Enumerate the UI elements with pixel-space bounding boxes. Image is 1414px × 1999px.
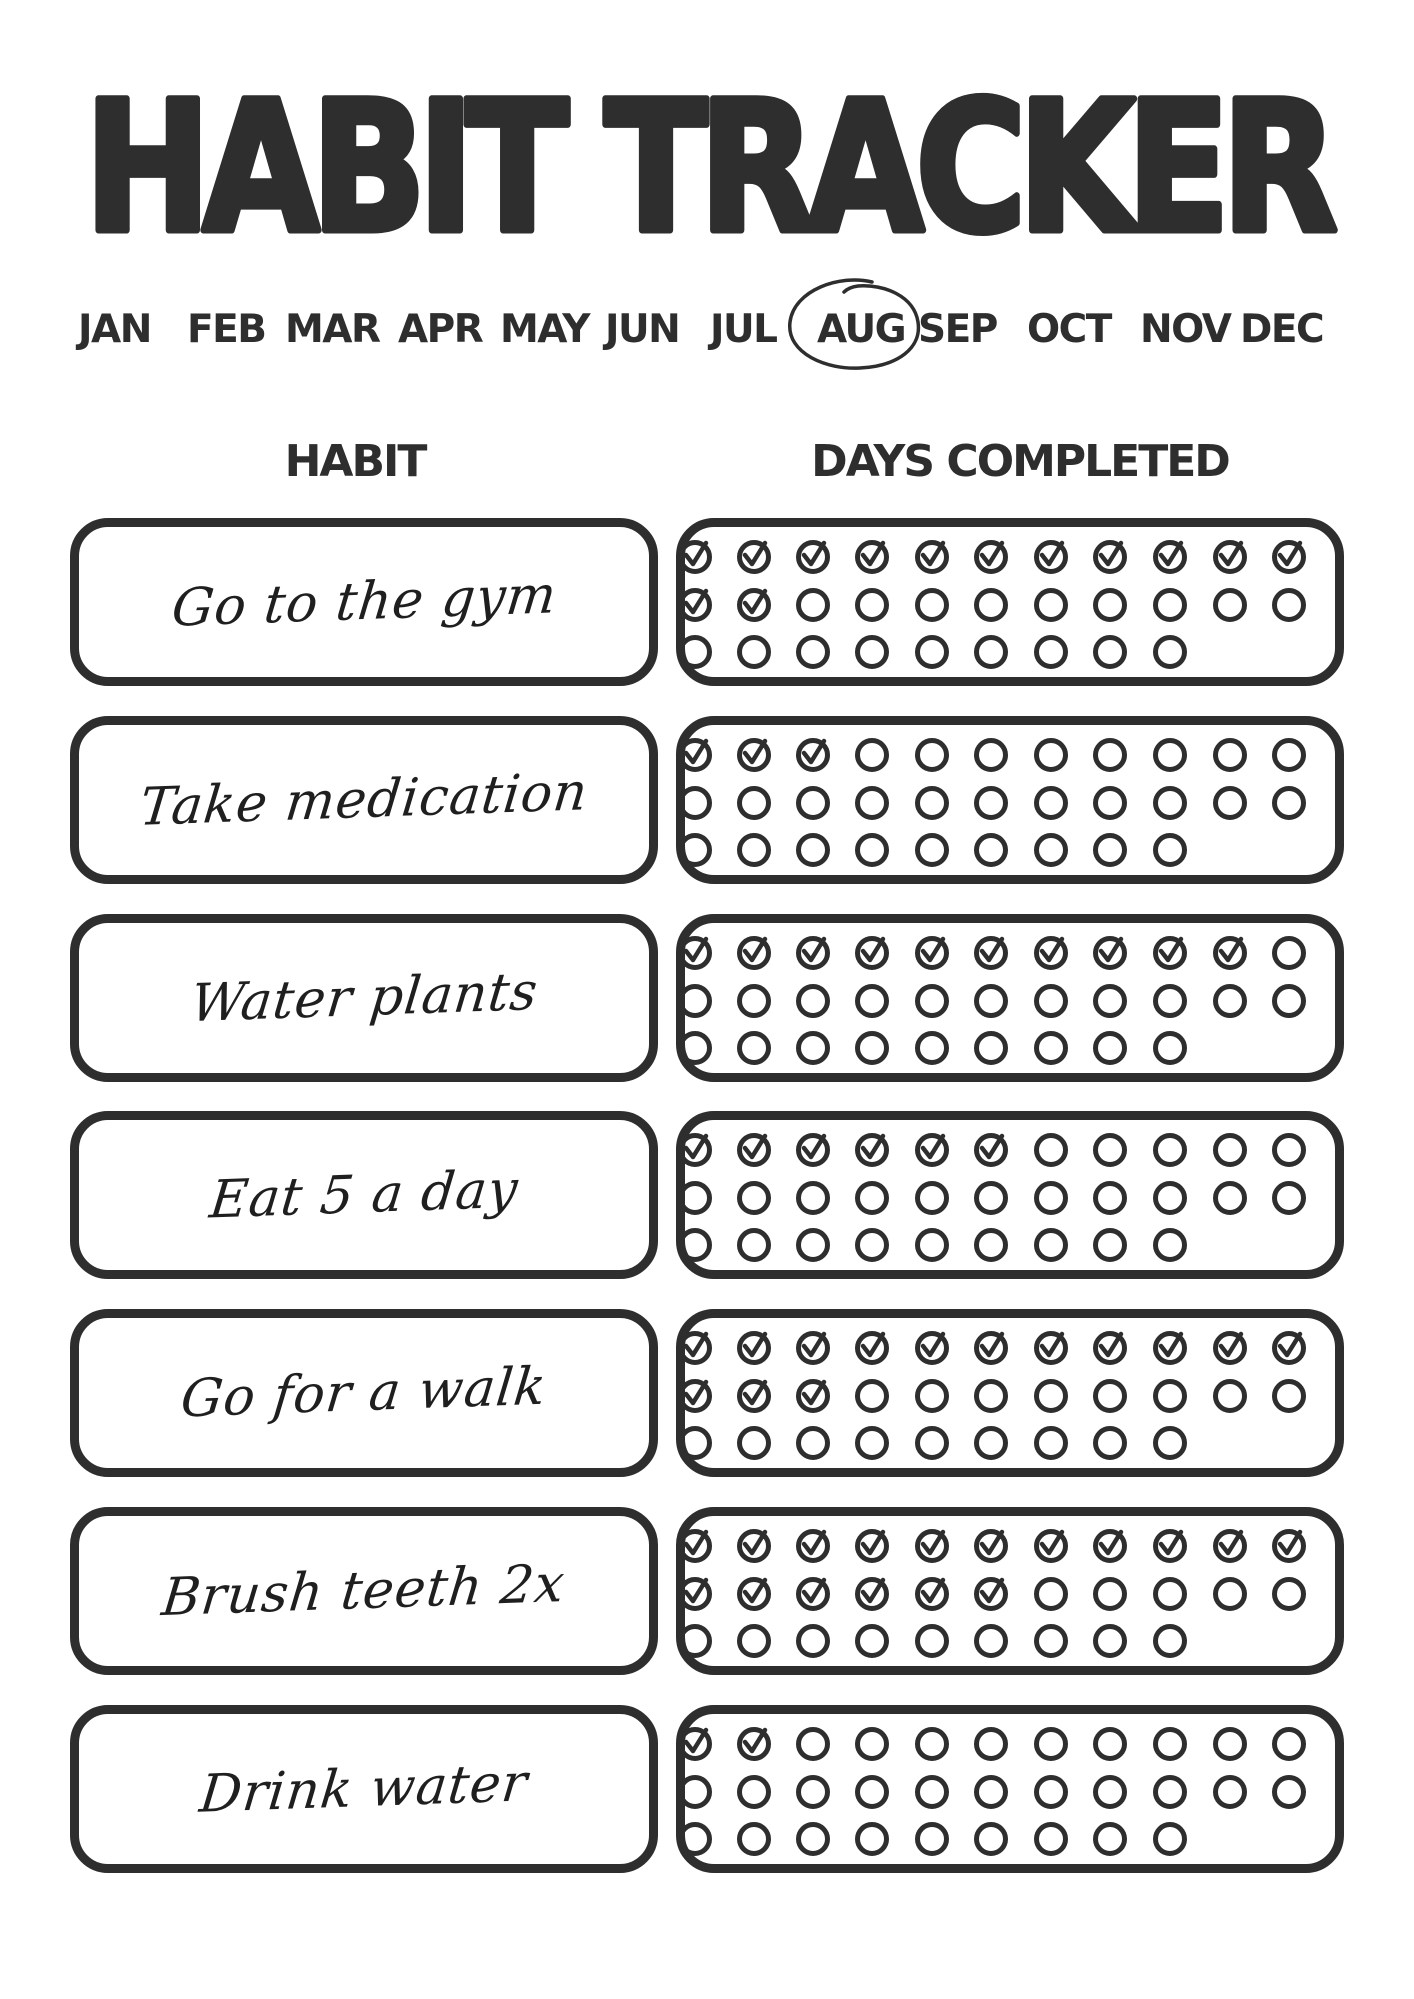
day-checkbox-checked[interactable]: [853, 538, 891, 576]
day-checkbox-empty[interactable]: [1151, 1725, 1189, 1763]
day-checkbox-checked[interactable]: [972, 538, 1010, 576]
day-checkbox-checked[interactable]: [676, 1575, 714, 1613]
day-checkbox-empty[interactable]: [1151, 831, 1189, 869]
day-checkbox-empty[interactable]: [853, 1622, 891, 1660]
day-checkbox-checked[interactable]: [913, 1527, 951, 1565]
day-checkbox-checked[interactable]: [913, 934, 951, 972]
day-checkbox-empty[interactable]: [1032, 633, 1070, 671]
day-checkbox-checked[interactable]: [972, 1131, 1010, 1169]
day-checkbox-empty[interactable]: [1091, 982, 1129, 1020]
month-sep[interactable]: SEP: [918, 307, 997, 352]
day-checkbox-empty[interactable]: [794, 1773, 832, 1811]
day-checkbox-checked[interactable]: [1091, 538, 1129, 576]
day-checkbox-empty[interactable]: [1151, 1820, 1189, 1858]
day-checkbox-empty[interactable]: [1032, 982, 1070, 1020]
habit-name[interactable]: Take medication: [137, 762, 591, 838]
day-checkbox-empty[interactable]: [972, 1820, 1010, 1858]
day-checkbox-checked[interactable]: [676, 538, 714, 576]
habit-name-box: [70, 1507, 658, 1675]
day-checkbox-empty[interactable]: [1032, 1179, 1070, 1217]
day-checkbox-checked[interactable]: [853, 1575, 891, 1613]
day-checkbox-empty[interactable]: [1091, 1226, 1129, 1264]
day-checkbox-empty[interactable]: [1091, 831, 1129, 869]
month-apr[interactable]: APR: [398, 307, 483, 352]
day-checkbox-checked[interactable]: [735, 538, 773, 576]
day-checkbox-empty[interactable]: [1151, 1622, 1189, 1660]
day-checkbox-empty[interactable]: [794, 1820, 832, 1858]
day-checkbox-empty[interactable]: [913, 831, 951, 869]
day-checkbox-empty[interactable]: [1151, 586, 1189, 624]
day-checkbox-empty[interactable]: [1211, 1575, 1249, 1613]
habit-name-box: [70, 1309, 658, 1477]
day-checkbox-empty[interactable]: [1211, 1179, 1249, 1217]
day-checkbox-empty[interactable]: [676, 1029, 714, 1067]
habit-name[interactable]: Drink water: [197, 1753, 531, 1825]
day-checkbox-checked[interactable]: [1151, 538, 1189, 576]
day-checkbox-empty[interactable]: [1211, 1131, 1249, 1169]
day-checkbox-empty[interactable]: [676, 1226, 714, 1264]
month-may[interactable]: MAY: [500, 307, 590, 352]
day-checkbox-empty[interactable]: [853, 1179, 891, 1217]
day-checkbox-empty[interactable]: [853, 831, 891, 869]
days-completed-column-header: DAYS COMPLETED: [811, 436, 1229, 487]
day-checkbox-empty[interactable]: [676, 831, 714, 869]
day-checkbox-checked[interactable]: [676, 934, 714, 972]
day-checkbox-empty[interactable]: [1270, 784, 1308, 822]
day-checkbox-empty[interactable]: [972, 1622, 1010, 1660]
day-checkbox-empty[interactable]: [1270, 934, 1308, 972]
month-dec[interactable]: DEC: [1240, 307, 1324, 352]
day-checkbox-empty[interactable]: [853, 1377, 891, 1415]
day-checkbox-empty[interactable]: [794, 633, 832, 671]
day-checkbox-empty[interactable]: [853, 1773, 891, 1811]
day-checkbox-checked[interactable]: [794, 736, 832, 774]
day-checkbox-empty[interactable]: [1091, 1622, 1129, 1660]
month-jan[interactable]: JAN: [78, 307, 151, 352]
day-checkbox-empty[interactable]: [853, 586, 891, 624]
day-checkbox-empty[interactable]: [1270, 1377, 1308, 1415]
day-checkbox-empty[interactable]: [913, 736, 951, 774]
day-checkbox-empty[interactable]: [972, 982, 1010, 1020]
day-checkbox-empty[interactable]: [1091, 1131, 1129, 1169]
day-checkbox-empty[interactable]: [1032, 1029, 1070, 1067]
day-checkbox-checked[interactable]: [735, 1377, 773, 1415]
month-selector: [60, 295, 1380, 365]
day-checkbox-empty[interactable]: [1032, 1131, 1070, 1169]
day-checkbox-checked[interactable]: [1151, 1527, 1189, 1565]
day-checkbox-empty[interactable]: [1091, 1377, 1129, 1415]
month-jul[interactable]: JUL: [710, 307, 777, 352]
month-mar[interactable]: MAR: [285, 307, 380, 352]
habit-name[interactable]: Brush teeth 2x: [159, 1553, 569, 1629]
day-checkbox-checked[interactable]: [913, 1575, 951, 1613]
day-checkbox-empty[interactable]: [1151, 1179, 1189, 1217]
day-checkbox-empty[interactable]: [913, 784, 951, 822]
day-checkbox-empty[interactable]: [1091, 1773, 1129, 1811]
day-checkbox-empty[interactable]: [853, 1029, 891, 1067]
day-checkbox-empty[interactable]: [1151, 1131, 1189, 1169]
habit-name[interactable]: Go for a walk: [178, 1356, 550, 1430]
day-checkbox-checked[interactable]: [1151, 1329, 1189, 1367]
day-checkbox-empty[interactable]: [1032, 736, 1070, 774]
day-checkbox-checked[interactable]: [794, 1527, 832, 1565]
day-checkbox-empty[interactable]: [853, 1820, 891, 1858]
day-checkbox-empty[interactable]: [1270, 1131, 1308, 1169]
day-checkbox-checked[interactable]: [676, 1131, 714, 1169]
day-checkbox-empty[interactable]: [676, 1424, 714, 1462]
day-checkbox-empty[interactable]: [794, 831, 832, 869]
day-checkbox-checked[interactable]: [735, 934, 773, 972]
day-checkbox-checked[interactable]: [794, 1377, 832, 1415]
day-checkbox-checked[interactable]: [853, 1131, 891, 1169]
day-checkbox-checked[interactable]: [676, 586, 714, 624]
day-checkbox-empty[interactable]: [853, 1226, 891, 1264]
day-checkbox-empty[interactable]: [794, 1622, 832, 1660]
day-checkbox-checked[interactable]: [853, 934, 891, 972]
habit-name[interactable]: Eat 5 a day: [206, 1159, 522, 1231]
day-checkbox-empty[interactable]: [794, 1029, 832, 1067]
day-checkbox-empty[interactable]: [1091, 586, 1129, 624]
day-checkbox-checked[interactable]: [1032, 934, 1070, 972]
day-checkbox-empty[interactable]: [1151, 784, 1189, 822]
day-checkbox-empty[interactable]: [1270, 736, 1308, 774]
day-checkbox-empty[interactable]: [794, 1179, 832, 1217]
day-checkbox-checked[interactable]: [1032, 538, 1070, 576]
day-checkbox-empty[interactable]: [1211, 586, 1249, 624]
day-checkbox-empty[interactable]: [1091, 1029, 1129, 1067]
day-checkbox-empty[interactable]: [1032, 1622, 1070, 1660]
habit-name-box: [70, 716, 658, 884]
day-checkbox-checked[interactable]: [1211, 538, 1249, 576]
day-checkbox-checked[interactable]: [794, 1329, 832, 1367]
day-checkbox-checked[interactable]: [1270, 1527, 1308, 1565]
day-checkbox-empty[interactable]: [972, 633, 1010, 671]
day-checkbox-empty[interactable]: [972, 1179, 1010, 1217]
day-checkbox-empty[interactable]: [1151, 1029, 1189, 1067]
page-title-text: [0, 82, 1414, 252]
habit-column-header: HABIT: [284, 436, 426, 487]
day-checkbox-empty[interactable]: [1270, 1575, 1308, 1613]
day-checkbox-empty[interactable]: [1091, 633, 1129, 671]
day-checkbox-empty[interactable]: [1270, 586, 1308, 624]
day-checkbox-empty[interactable]: [676, 633, 714, 671]
day-checkbox-checked[interactable]: [676, 1725, 714, 1763]
day-checkbox-empty[interactable]: [1151, 1377, 1189, 1415]
day-checkbox-empty[interactable]: [913, 1377, 951, 1415]
day-checkbox-empty[interactable]: [1091, 1575, 1129, 1613]
day-checkbox-empty[interactable]: [1151, 1424, 1189, 1462]
day-checkbox-checked[interactable]: [794, 538, 832, 576]
day-checkbox-empty[interactable]: [853, 1725, 891, 1763]
habit-name-box: [70, 1111, 658, 1279]
day-checkbox-checked[interactable]: [913, 1329, 951, 1367]
day-checkbox-empty[interactable]: [913, 1424, 951, 1462]
day-checkbox-checked[interactable]: [1151, 934, 1189, 972]
day-checkbox-empty[interactable]: [1032, 784, 1070, 822]
day-checkbox-empty[interactable]: [972, 586, 1010, 624]
day-checkbox-empty[interactable]: [676, 982, 714, 1020]
day-checkbox-checked[interactable]: [735, 1575, 773, 1613]
day-checkbox-empty[interactable]: [1270, 1773, 1308, 1811]
day-checkbox-checked[interactable]: [676, 736, 714, 774]
day-checkbox-empty[interactable]: [735, 1226, 773, 1264]
day-checkbox-empty[interactable]: [735, 982, 773, 1020]
day-checkbox-empty[interactable]: [1211, 1773, 1249, 1811]
day-checkbox-checked[interactable]: [1211, 1527, 1249, 1565]
month-aug[interactable]: AUG: [817, 307, 906, 352]
day-checkbox-empty[interactable]: [972, 1226, 1010, 1264]
day-checkbox-empty[interactable]: [1032, 586, 1070, 624]
habit-name[interactable]: Water plants: [187, 961, 541, 1035]
day-checkbox-empty[interactable]: [1091, 1179, 1129, 1217]
day-checkbox-checked[interactable]: [1091, 934, 1129, 972]
day-checkbox-empty[interactable]: [1032, 831, 1070, 869]
day-checkbox-empty[interactable]: [913, 633, 951, 671]
day-checkbox-empty[interactable]: [735, 1820, 773, 1858]
day-checkbox-empty[interactable]: [794, 784, 832, 822]
day-checkbox-empty[interactable]: [1032, 1226, 1070, 1264]
day-checkbox-empty[interactable]: [1091, 736, 1129, 774]
day-checkbox-empty[interactable]: [676, 1622, 714, 1660]
day-checkbox-checked[interactable]: [676, 1527, 714, 1565]
day-checkbox-checked[interactable]: [1091, 1527, 1129, 1565]
month-feb[interactable]: FEB: [187, 307, 266, 352]
page-title: [0, 82, 1414, 252]
day-checkbox-checked[interactable]: [794, 1575, 832, 1613]
day-checkbox-empty[interactable]: [1270, 1179, 1308, 1217]
day-checkbox-empty[interactable]: [1091, 1424, 1129, 1462]
day-checkbox-empty[interactable]: [913, 1622, 951, 1660]
day-checkbox-empty[interactable]: [735, 1029, 773, 1067]
day-checkbox-checked[interactable]: [735, 586, 773, 624]
day-checkbox-empty[interactable]: [676, 1820, 714, 1858]
day-checkbox-empty[interactable]: [853, 736, 891, 774]
day-checkbox-checked[interactable]: [676, 1377, 714, 1415]
day-checkbox-empty[interactable]: [794, 1424, 832, 1462]
day-checkbox-empty[interactable]: [1032, 1575, 1070, 1613]
day-checkbox-empty[interactable]: [913, 1226, 951, 1264]
page-title-label: HABIT TRACKER: [84, 82, 1335, 252]
day-checkbox-checked[interactable]: [735, 1131, 773, 1169]
habit-name-box: [70, 1705, 658, 1873]
day-checkbox-empty[interactable]: [1211, 736, 1249, 774]
day-checkbox-empty[interactable]: [1032, 1725, 1070, 1763]
day-checkbox-empty[interactable]: [1211, 1725, 1249, 1763]
day-checkbox-empty[interactable]: [853, 1424, 891, 1462]
month-jun[interactable]: JUN: [605, 307, 680, 352]
day-checkbox-empty[interactable]: [1270, 1725, 1308, 1763]
day-checkbox-empty[interactable]: [794, 982, 832, 1020]
day-checkbox-checked[interactable]: [1032, 1527, 1070, 1565]
day-checkbox-empty[interactable]: [972, 1424, 1010, 1462]
day-checkbox-empty[interactable]: [1032, 1773, 1070, 1811]
habit-name[interactable]: Go to the gym: [168, 565, 560, 639]
day-checkbox-empty[interactable]: [735, 1622, 773, 1660]
day-checkbox-empty[interactable]: [1091, 784, 1129, 822]
day-checkbox-empty[interactable]: [1151, 982, 1189, 1020]
day-checkbox-checked[interactable]: [1032, 1329, 1070, 1367]
day-checkbox-empty[interactable]: [913, 1773, 951, 1811]
day-checkbox-checked[interactable]: [1270, 1329, 1308, 1367]
day-checkbox-empty[interactable]: [794, 1725, 832, 1763]
day-checkbox-checked[interactable]: [972, 1329, 1010, 1367]
day-checkbox-empty[interactable]: [735, 831, 773, 869]
day-checkbox-empty[interactable]: [913, 1725, 951, 1763]
day-checkbox-empty[interactable]: [1091, 1820, 1129, 1858]
day-checkbox-empty[interactable]: [1211, 982, 1249, 1020]
day-checkbox-empty[interactable]: [735, 633, 773, 671]
day-checkbox-empty[interactable]: [735, 1773, 773, 1811]
day-checkbox-empty[interactable]: [913, 1029, 951, 1067]
day-checkbox-empty[interactable]: [1151, 633, 1189, 671]
day-checkbox-checked[interactable]: [735, 1527, 773, 1565]
day-checkbox-empty[interactable]: [972, 736, 1010, 774]
day-checkbox-checked[interactable]: [853, 1527, 891, 1565]
month-nov[interactable]: NOV: [1140, 307, 1231, 352]
day-checkbox-empty[interactable]: [972, 784, 1010, 822]
day-checkbox-empty[interactable]: [853, 633, 891, 671]
day-checkbox-empty[interactable]: [1151, 736, 1189, 774]
day-checkbox-empty[interactable]: [794, 1226, 832, 1264]
day-checkbox-empty[interactable]: [1032, 1377, 1070, 1415]
day-checkbox-checked[interactable]: [972, 1527, 1010, 1565]
day-checkbox-empty[interactable]: [735, 1424, 773, 1462]
day-checkbox-empty[interactable]: [972, 1725, 1010, 1763]
day-checkbox-empty[interactable]: [676, 1773, 714, 1811]
day-checkbox-empty[interactable]: [1211, 1377, 1249, 1415]
day-checkbox-empty[interactable]: [853, 784, 891, 822]
day-checkbox-checked[interactable]: [913, 538, 951, 576]
day-checkbox-empty[interactable]: [735, 1179, 773, 1217]
day-checkbox-empty[interactable]: [853, 982, 891, 1020]
day-checkbox-empty[interactable]: [913, 982, 951, 1020]
day-checkbox-empty[interactable]: [794, 586, 832, 624]
day-checkbox-checked[interactable]: [735, 736, 773, 774]
day-checkbox-empty[interactable]: [1032, 1424, 1070, 1462]
day-checkbox-checked[interactable]: [794, 934, 832, 972]
day-checkbox-empty[interactable]: [1151, 1773, 1189, 1811]
day-checkbox-empty[interactable]: [913, 586, 951, 624]
day-checkbox-checked[interactable]: [972, 1575, 1010, 1613]
day-checkbox-empty[interactable]: [972, 831, 1010, 869]
day-checkbox-checked[interactable]: [735, 1725, 773, 1763]
day-checkbox-empty[interactable]: [913, 1179, 951, 1217]
day-checkbox-checked[interactable]: [794, 1131, 832, 1169]
month-oct[interactable]: OCT: [1027, 307, 1111, 352]
day-checkbox-empty[interactable]: [676, 784, 714, 822]
day-checkbox-empty[interactable]: [972, 1029, 1010, 1067]
day-checkbox-empty[interactable]: [1151, 1575, 1189, 1613]
day-checkbox-empty[interactable]: [1032, 1820, 1070, 1858]
day-checkbox-empty[interactable]: [1270, 982, 1308, 1020]
day-checkbox-empty[interactable]: [676, 1179, 714, 1217]
day-checkbox-empty[interactable]: [735, 784, 773, 822]
day-checkbox-checked[interactable]: [1270, 538, 1308, 576]
day-checkbox-checked[interactable]: [1211, 934, 1249, 972]
day-checkbox-empty[interactable]: [1151, 1226, 1189, 1264]
day-checkbox-empty[interactable]: [972, 1377, 1010, 1415]
day-checkbox-empty[interactable]: [1091, 1725, 1129, 1763]
day-checkbox-empty[interactable]: [972, 1773, 1010, 1811]
day-checkbox-empty[interactable]: [1211, 784, 1249, 822]
habit-name-box: [70, 518, 658, 686]
day-checkbox-empty[interactable]: [913, 1820, 951, 1858]
day-checkbox-checked[interactable]: [853, 1329, 891, 1367]
habit-name-box: [70, 914, 658, 1082]
day-checkbox-checked[interactable]: [735, 1329, 773, 1367]
day-checkbox-checked[interactable]: [676, 1329, 714, 1367]
day-checkbox-checked[interactable]: [972, 934, 1010, 972]
day-checkbox-checked[interactable]: [1211, 1329, 1249, 1367]
day-checkbox-checked[interactable]: [913, 1131, 951, 1169]
day-checkbox-checked[interactable]: [1091, 1329, 1129, 1367]
